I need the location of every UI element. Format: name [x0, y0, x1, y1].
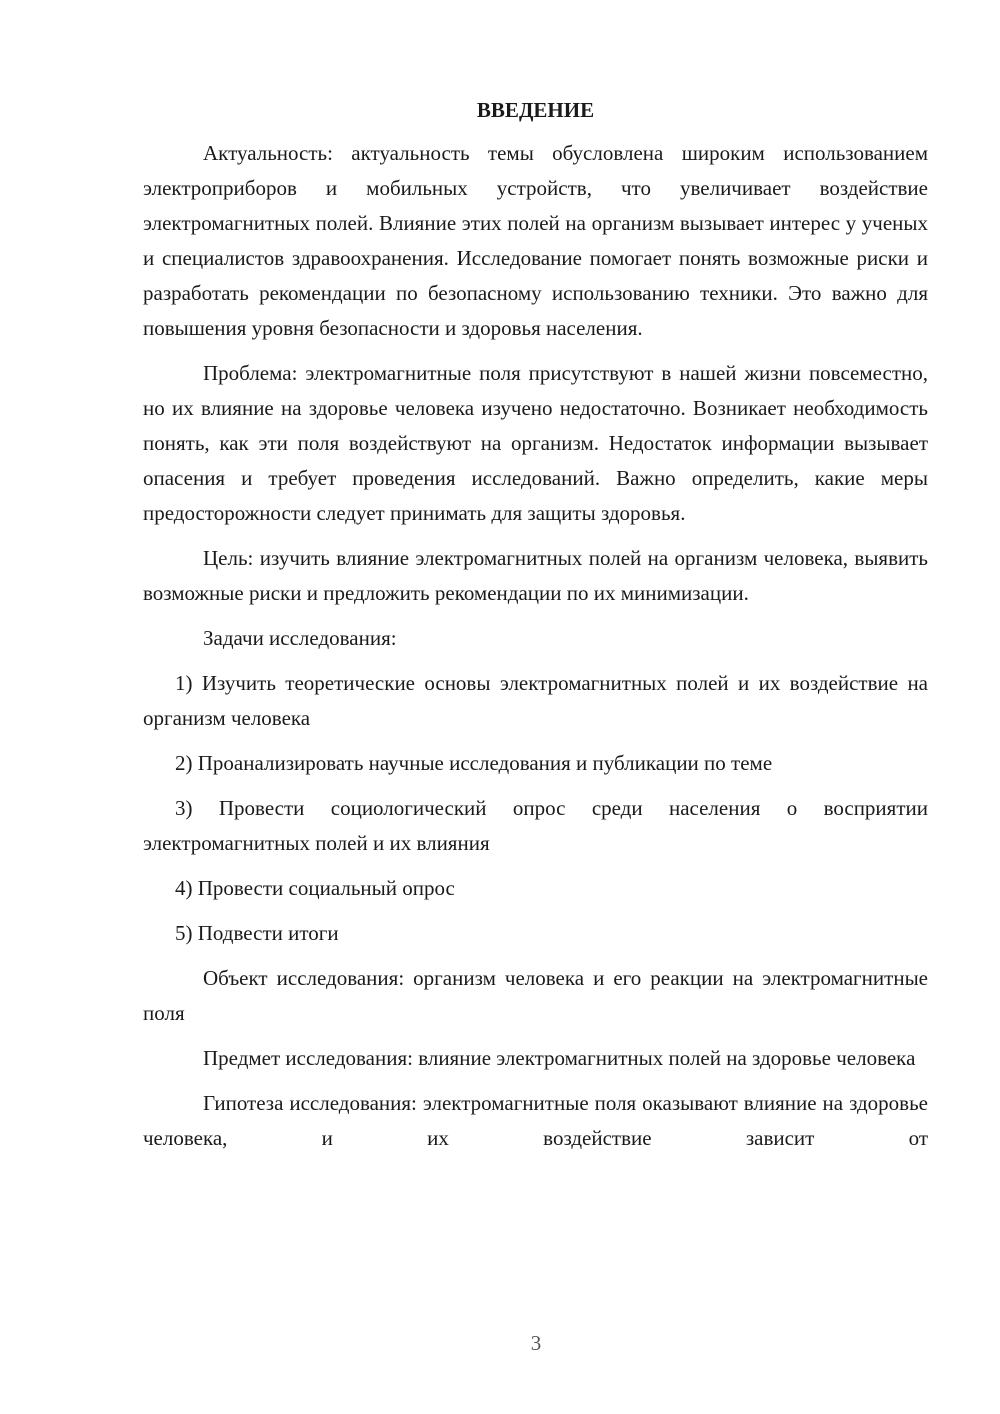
hypothesis-paragraph: Гипотеза исследования: электромагнитные поля оказывают влияние на здоровье человека, и их воздействие зависит от	[143, 1091, 928, 1150]
task-item-4: 4) Провести социальный опрос	[175, 876, 455, 900]
task-item-3: 3) Провести социологический опрос среди населения о восприятии электромагнитных полей и их влияния	[143, 796, 928, 855]
relevance-paragraph: Актуальность: актуальность темы обусловлена широким использованием электроприборов и мобильных устройств, что увеличивает воздействие электромагнитных полей. Влияние этих полей на организм вызывает интерес у ученых и специалистов здравоохранения. Исследование помогает понять возможные риски и разработать рекомендации по безопасному использованию техники. Это важно для повышения уровня безопасности и здоровья населения.	[143, 141, 928, 340]
document-page	[143, 92, 928, 1156]
section-title: ВВЕДЕНИЕ	[476, 98, 595, 122]
object-paragraph: Объект исследования: организм человека и его реакции на электромагнитные поля	[143, 966, 928, 1025]
task-item-1: 1) Изучить теоретические основы электромагнитных полей и их воздействие на организм человека	[143, 671, 928, 730]
task-item-2: 2) Проанализировать научные исследования и публикации по теме	[175, 751, 773, 775]
tasks-heading: Задачи исследования:	[203, 626, 397, 650]
page-number: 3	[530, 1331, 542, 1355]
goal-paragraph: Цель: изучить влияние электромагнитных полей на организм человека, выявить возможные риски и предложить рекомендации по их минимизации.	[143, 546, 928, 605]
problem-paragraph: Проблема: электромагнитные поля присутствуют в нашей жизни повсеместно, но их влияние на здоровье человека изучено недостаточно. Возникает необходимость понять, как эти поля воздействуют на организм. Недостаток информации вызывает опасения и требует проведения исследований. Важно определить, какие меры предосторожности следует принимать для защиты здоровья.	[143, 361, 928, 525]
task-item-5: 5) Подвести итоги	[175, 921, 339, 945]
subject-paragraph: Предмет исследования: влияние электромагнитных полей на здоровье человека	[203, 1046, 916, 1070]
